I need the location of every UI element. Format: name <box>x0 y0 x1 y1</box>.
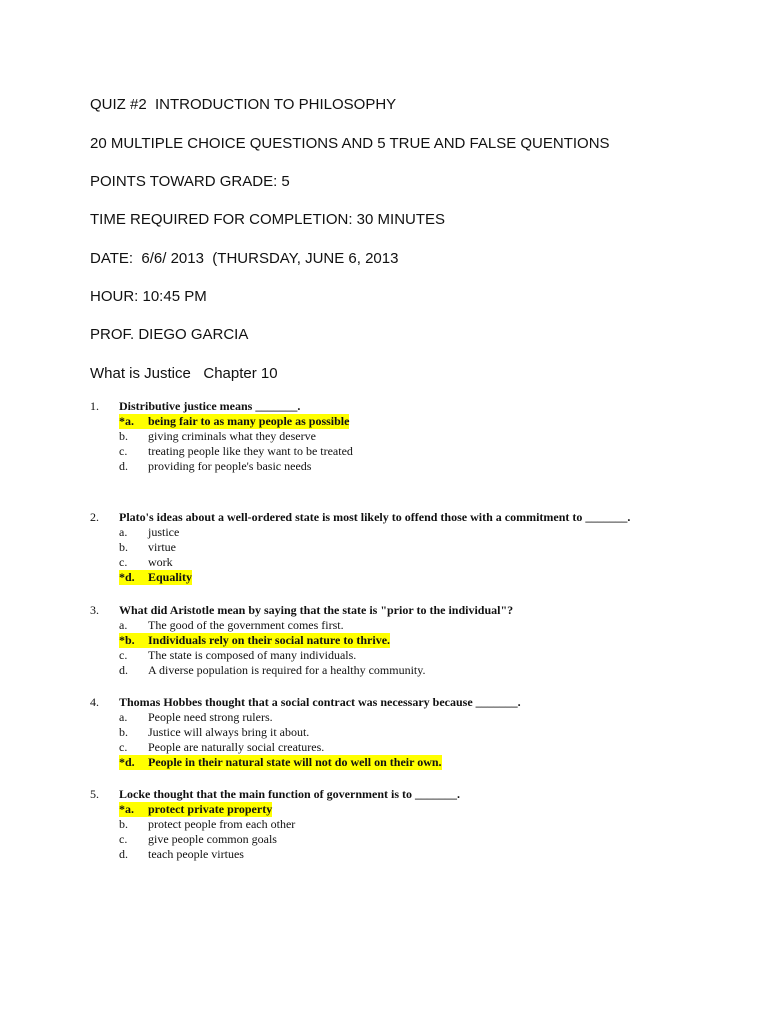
answer-option <box>90 663 730 678</box>
section-heading: What is Justice Chapter 10 <box>90 365 278 382</box>
answer-option <box>90 710 730 725</box>
answer-option <box>90 832 730 847</box>
answer-option <box>90 444 730 459</box>
question-text: Thomas Hobbes thought that a social contract was necessary because _______. <box>119 695 521 709</box>
option-letter: c. <box>119 555 128 569</box>
quiz-points: POINTS TOWARD GRADE: 5 <box>90 173 290 190</box>
question-number: 2. <box>90 510 99 524</box>
option-letter: a. <box>119 525 128 539</box>
option-text: virtue <box>148 540 176 554</box>
answer-option <box>90 802 730 817</box>
quiz-composition: 20 MULTIPLE CHOICE QUESTIONS AND 5 TRUE AND FALSE QUENTIONS <box>90 135 610 152</box>
option-letter: b. <box>119 429 128 443</box>
option-text: Justice will always bring it about. <box>148 725 310 739</box>
option-text: teach people virtues <box>148 847 244 861</box>
option-letter: *a. <box>119 802 148 817</box>
option-letter: c. <box>119 444 128 458</box>
option-letter: b. <box>119 725 128 739</box>
option-text: People in their natural state will not do well on their own. <box>148 755 442 769</box>
option-letter: *d. <box>119 755 148 770</box>
option-text: protect people from each other <box>148 817 296 831</box>
question-text: Distributive justice means _______. <box>119 399 301 413</box>
question-text: Plato's ideas about a well-ordered state is most likely to offend those with a commitment to _______. <box>119 510 631 524</box>
question-2 <box>90 510 730 585</box>
question-number: 5. <box>90 787 99 801</box>
answer-option <box>90 740 730 755</box>
option-text: Individuals rely on their social nature to thrive. <box>148 633 391 647</box>
answer-option <box>90 633 730 648</box>
answer-option <box>90 847 730 862</box>
question-5 <box>90 787 730 862</box>
option-text: treating people like they want to be treated <box>148 444 353 458</box>
answer-option <box>90 570 730 585</box>
question-4 <box>90 695 730 770</box>
question-3 <box>90 603 730 678</box>
option-letter: *d. <box>119 570 148 585</box>
answer-option <box>90 755 730 770</box>
answer-option <box>90 459 730 474</box>
option-text: give people common goals <box>148 832 277 846</box>
answer-option <box>90 540 730 555</box>
option-text: A diverse population is required for a healthy community. <box>148 663 426 677</box>
option-text: giving criminals what they deserve <box>148 429 316 443</box>
option-text: protect private property <box>148 802 273 816</box>
answer-option <box>90 414 730 429</box>
option-letter: a. <box>119 618 128 632</box>
answer-option <box>90 817 730 832</box>
option-letter: a. <box>119 710 128 724</box>
answer-option <box>90 555 730 570</box>
quiz-hour: HOUR: 10:45 PM <box>90 288 207 305</box>
question-number: 3. <box>90 603 99 617</box>
question-list <box>90 399 730 862</box>
answer-option <box>90 725 730 740</box>
answer-option <box>90 429 730 444</box>
option-letter: c. <box>119 740 128 754</box>
option-letter: c. <box>119 648 128 662</box>
question-number: 4. <box>90 695 99 709</box>
quiz-time: TIME REQUIRED FOR COMPLETION: 30 MINUTES <box>90 211 446 228</box>
option-letter: d. <box>119 847 128 861</box>
question-1 <box>90 399 730 474</box>
option-text: People are naturally social creatures. <box>148 740 325 754</box>
option-text: justice <box>148 525 180 539</box>
option-letter: c. <box>119 832 128 846</box>
question-text: Locke thought that the main function of government is to _______. <box>119 787 460 801</box>
option-letter: d. <box>119 663 128 677</box>
option-text: providing for people's basic needs <box>148 459 312 473</box>
option-text: The state is composed of many individuals. <box>148 648 357 662</box>
option-text: People need strong rulers. <box>148 710 273 724</box>
option-text: being fair to as many people as possible <box>148 414 350 428</box>
option-letter: *b. <box>119 633 148 648</box>
option-text: The good of the government comes first. <box>148 618 344 632</box>
option-letter: d. <box>119 459 128 473</box>
option-letter: *a. <box>119 414 148 429</box>
question-number: 1. <box>90 399 99 413</box>
quiz-title: QUIZ #2 INTRODUCTION TO PHILOSOPHY <box>90 96 397 113</box>
answer-option <box>90 525 730 540</box>
question-text: What did Aristotle mean by saying that the state is "prior to the individual"? <box>119 603 514 617</box>
option-letter: b. <box>119 540 128 554</box>
option-text: work <box>148 555 173 569</box>
answer-option <box>90 618 730 633</box>
option-letter: b. <box>119 817 128 831</box>
option-text: Equality <box>148 570 193 584</box>
quiz-date: DATE: 6/6/ 2013 (THURSDAY, JUNE 6, 2013 <box>90 250 399 267</box>
quiz-professor: PROF. DIEGO GARCIA <box>90 326 249 343</box>
answer-option <box>90 648 730 663</box>
